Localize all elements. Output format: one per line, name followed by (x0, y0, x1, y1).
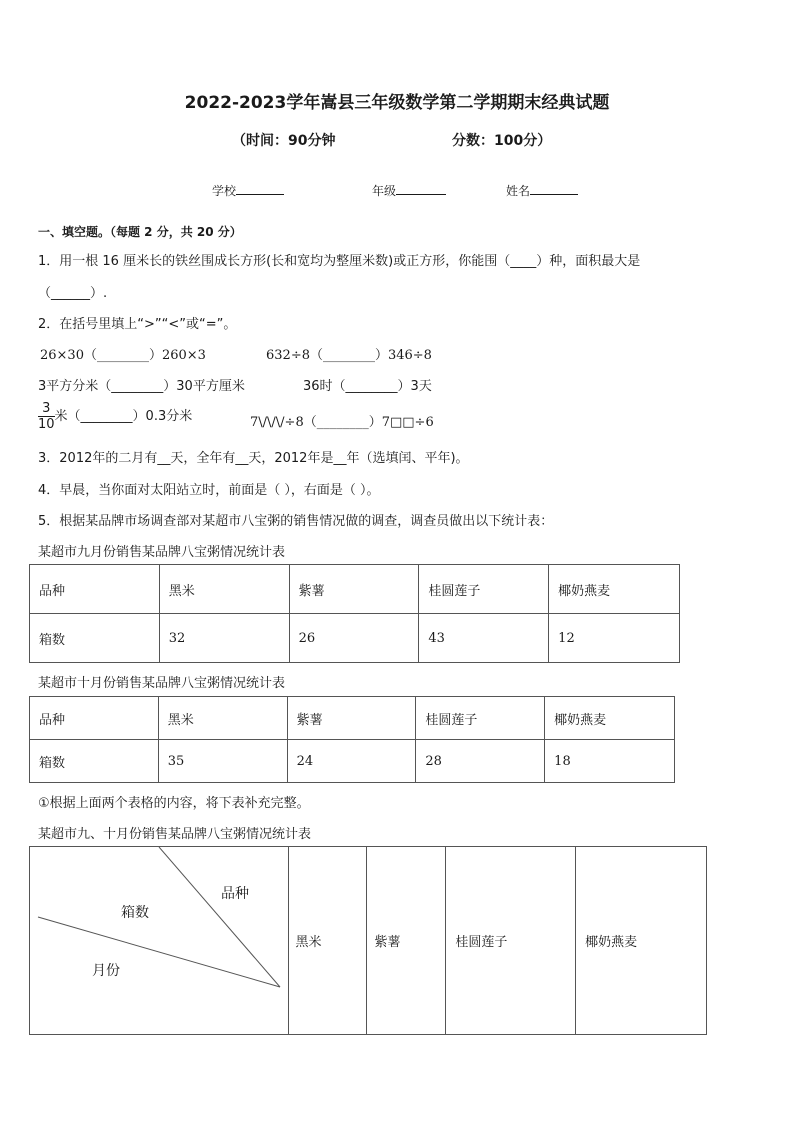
name-label: 姓名 (506, 184, 531, 198)
table-cell: 35 (158, 740, 287, 783)
table-september (29, 564, 680, 663)
table-header-row (30, 697, 675, 740)
table-cell: 黑米 (159, 565, 289, 614)
exam-time: （时间：90分钟 (232, 133, 336, 149)
diagonal-line-1 (159, 847, 280, 987)
table-cell: 椰奶燕麦 (545, 697, 675, 740)
question-2-row-3-b: 7\/\/\/÷8（________）7□□÷6 (250, 415, 434, 430)
question-2-row-2-b: 36时（________）3天 (303, 379, 432, 394)
section-heading: 一、填空题。（每题 2 分，共 20 分） (38, 225, 242, 239)
question-2-row-3-a (38, 401, 192, 432)
table-cell: 43 (419, 614, 549, 663)
question-4: 4．早晨，当你面对太阳站立时，前面是（ ），右面是（ ）。 (38, 483, 380, 498)
table-row (30, 740, 675, 783)
question-5-part-1: ①根据上面两个表格的内容，将下表补充完整。 (38, 796, 310, 811)
table-cell: 箱数 (30, 740, 159, 783)
table-cell: 24 (287, 740, 416, 783)
diagonal-header-cell (30, 847, 289, 1035)
table-cell: 桂圆莲子 (446, 847, 576, 1035)
grade-label: 年级 (372, 184, 397, 198)
table-row (30, 614, 680, 663)
question-5: 5．根据某品牌市场调查部对某超市八宝粥的销售情况做的调查，调查员做出以下统计表： (38, 514, 554, 529)
exam-score: 分数：100分） (452, 133, 552, 149)
table-cell: 28 (416, 740, 545, 783)
diagonal-label-month: 月份 (92, 963, 120, 979)
fraction (38, 401, 55, 432)
table-cell: 32 (159, 614, 289, 663)
table-cell: 箱数 (30, 614, 160, 663)
table-cell: 桂圆莲子 (416, 697, 545, 740)
table-cell: 紫薯 (287, 697, 416, 740)
question-2-row-1-a: 26×30（________）260×3 (40, 348, 206, 363)
table-cell: 紫薯 (289, 565, 419, 614)
table-cell: 椰奶燕麦 (576, 847, 707, 1035)
table-cell: 26 (289, 614, 419, 663)
question-3: 3．2012年的二月有__天，全年有__天，2012年是__年（选填闰、平年)。 (38, 451, 469, 466)
table-cell: 黑米 (288, 847, 367, 1035)
grade-field[interactable] (372, 182, 446, 199)
name-field[interactable] (506, 182, 578, 199)
table-cell: 紫薯 (367, 847, 446, 1035)
question-2-row-1-b: 632÷8（________）346÷8 (266, 348, 432, 363)
table-cell: 桂圆莲子 (419, 565, 549, 614)
question-1-line-1: 1．用一根 16 厘米长的铁丝围成长方形(长和宽均为整厘米数)或正方形，你能围（____）种，面积最大是 (38, 254, 641, 269)
question-2-row-2-a: 3平方分米（________）30平方厘米 (38, 379, 245, 394)
diagonal-lines (30, 847, 289, 1035)
diagonal-label-variety: 品种 (221, 886, 249, 902)
table-1-caption: 某超市九月份销售某品牌八宝粥情况统计表 (38, 545, 286, 560)
school-field[interactable] (212, 182, 284, 199)
table-cell: 品种 (30, 697, 159, 740)
table-cell: 12 (549, 614, 680, 663)
page-title: 2022-2023学年嵩县三年级数学第二学期期末经典试题 (184, 93, 610, 113)
school-label: 学校 (212, 184, 237, 198)
table-header-row (30, 847, 707, 1035)
table-3-caption: 某超市九、十月份销售某品牌八宝粥情况统计表 (38, 827, 312, 842)
table-cell: 18 (545, 740, 675, 783)
question-2-row-3-a-text: 米（________）0.3分米 (54, 409, 193, 424)
table-cell: 黑米 (158, 697, 287, 740)
table-combined (29, 846, 707, 1035)
diagonal-label-boxes: 箱数 (121, 905, 149, 921)
table-october (29, 696, 675, 783)
table-2-caption: 某超市十月份销售某品牌八宝粥情况统计表 (38, 676, 286, 691)
diagonal-line-2 (38, 917, 280, 987)
fraction-denominator: 10 (38, 417, 55, 432)
table-cell: 品种 (30, 565, 160, 614)
question-1-line-2: （______）. (38, 286, 108, 301)
table-cell: 椰奶燕麦 (549, 565, 680, 614)
table-header-row (30, 565, 680, 614)
fraction-numerator: 3 (38, 401, 55, 417)
question-2-title: 2．在括号里填上“>”“<”或“=”。 (38, 317, 237, 332)
